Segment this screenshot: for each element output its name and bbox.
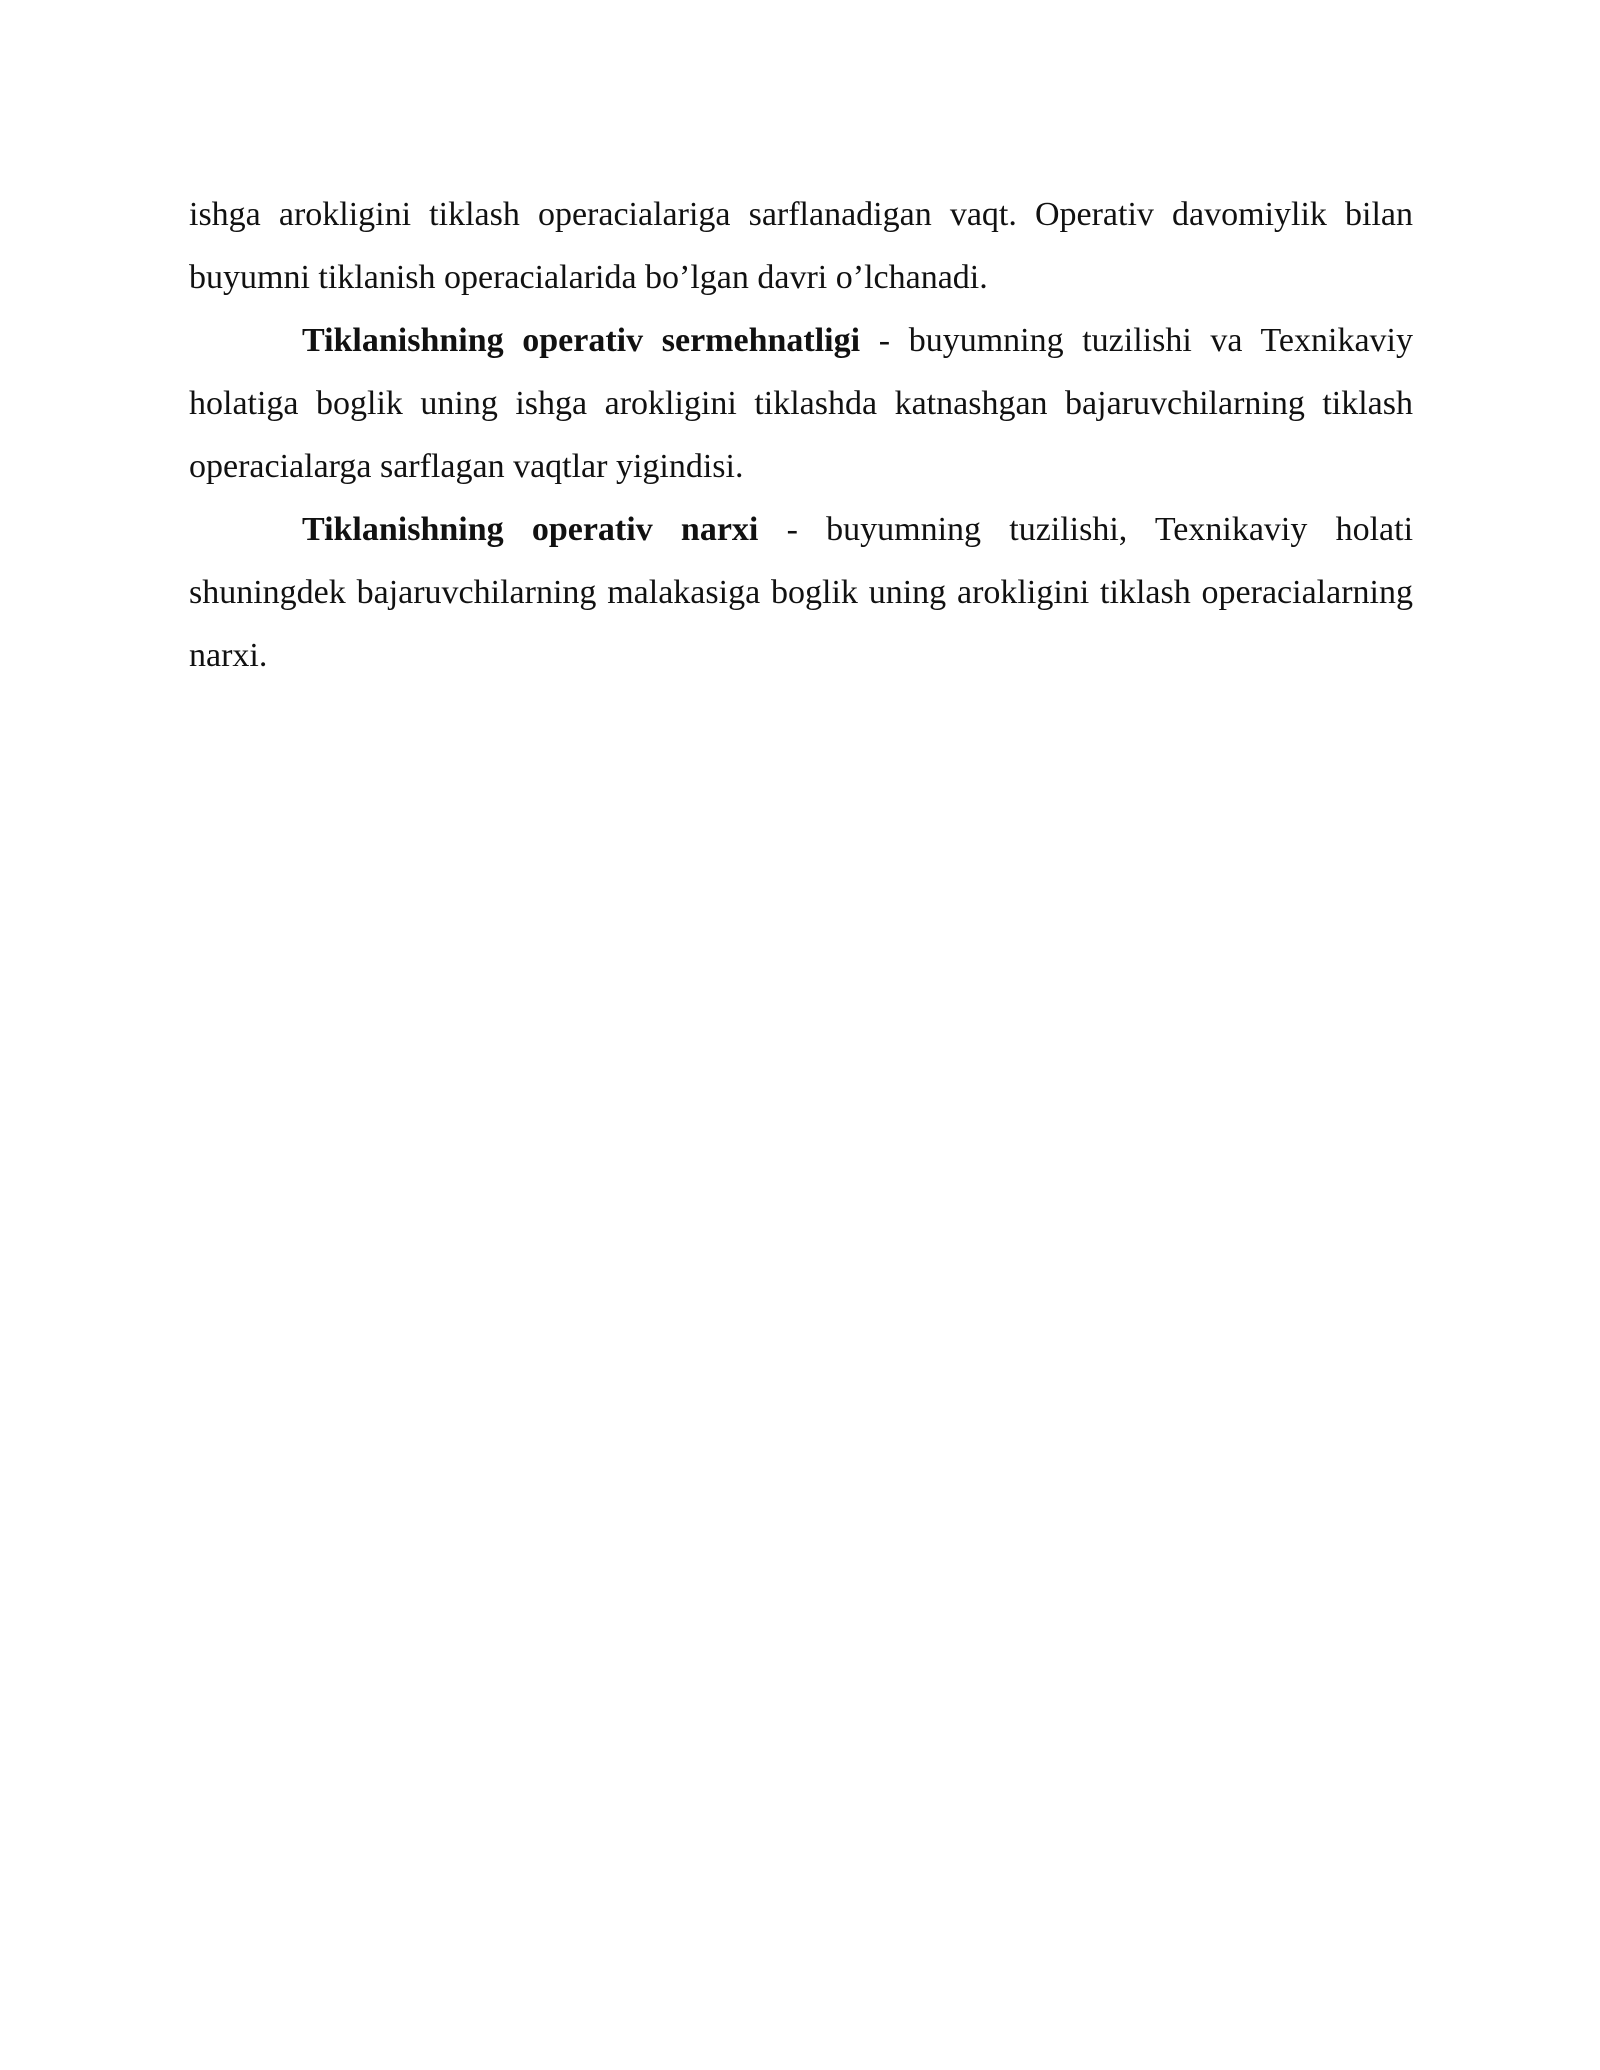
body-text bbox=[189, 183, 1413, 687]
paragraph-continuation bbox=[189, 183, 1413, 309]
term-separator: - bbox=[860, 322, 909, 359]
term-separator: - bbox=[758, 511, 827, 548]
defined-term: Tiklanishning operativ narxi bbox=[302, 511, 759, 548]
paragraph-text: buyumning tuzilishi va Texnikaviy holatiga boglik uning ishga arokligini tiklashda katnashgan bajaruvchilarning tiklash operacialarga sarflagan vaqtlar yigindisi. bbox=[189, 322, 1413, 485]
paragraph-text: buyumning tuzilishi, Texnikaviy holati shuningdek bajaruvchilarning malakasiga boglik uning arokligini tiklash operacialarning narxi. bbox=[189, 511, 1414, 674]
defined-term: Tiklanishning operativ sermehnatligi bbox=[302, 322, 861, 359]
paragraph-narxi bbox=[189, 498, 1413, 687]
paragraph-sermehnatligi bbox=[189, 309, 1413, 498]
paragraph-text: ishga arokligini tiklash operacialariga sarflanadigan vaqt. Operativ davomiylik bilan buyumni tiklanish operacialarida bo’lgan davri o’lchanadi. bbox=[189, 196, 1413, 296]
